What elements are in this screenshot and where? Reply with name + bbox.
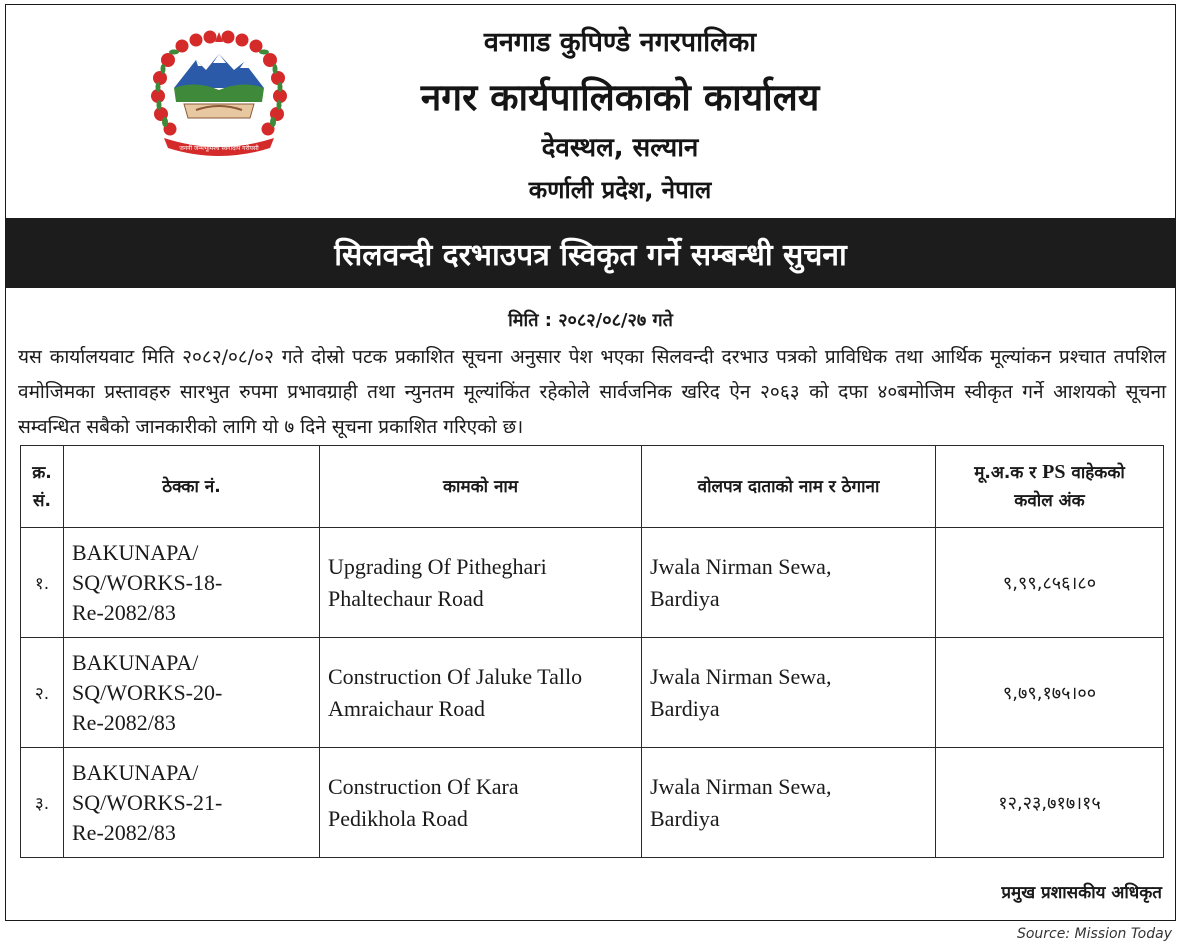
office-name: नगर कार्यपालिकाको कार्यालय xyxy=(420,76,820,119)
row-serial: ३. xyxy=(21,748,64,858)
header-amount: मू.अ.क र PS वाहेकको कवोल अंक xyxy=(936,446,1164,528)
row-work-name: Construction Of Jaluke Tallo Amraichaur Road xyxy=(320,638,642,748)
row-contract-no: BAKUNAPA/ SQ/WORKS-21- Re-2082/83 xyxy=(64,748,320,858)
row-serial: १. xyxy=(21,528,64,638)
source-credit: Source: Mission Today xyxy=(1016,926,1172,942)
row-serial: २. xyxy=(21,638,64,748)
row-bidder: Jwala Nirman Sewa, Bardiya xyxy=(642,638,936,748)
notice-title-banner xyxy=(6,218,1175,288)
header-serial: क्र. सं. xyxy=(21,446,64,528)
emblem-motto: जननी जन्मभूमिश्च स्वर्गादपि गरीयसी xyxy=(179,145,259,152)
header-bidder: वोलपत्र दाताको नाम र ठेगाना xyxy=(642,446,936,528)
header-work-name: कामको नाम xyxy=(320,446,642,528)
office-location: देवस्थल, सल्यान xyxy=(541,133,699,163)
province-name: कर्णाली प्रदेश, नेपाल xyxy=(528,176,712,204)
municipality-name: वनगाड कुपिण्डे नगरपालिका xyxy=(483,27,757,58)
table-row xyxy=(21,528,1164,638)
row-work-name: Upgrading Of Pitheghari Phaltechaur Road xyxy=(320,528,642,638)
notice-date: मिति : २०८२/०८/२७ गते xyxy=(508,310,673,331)
signatory-title: प्रमुख प्रशासकीय अधिकृत xyxy=(1001,883,1162,903)
row-amount: ९,७९,१७५।०० xyxy=(936,638,1164,748)
row-contract-no: BAKUNAPA/ SQ/WORKS-18- Re-2082/83 xyxy=(64,528,320,638)
row-bidder: Jwala Nirman Sewa, Bardiya xyxy=(642,748,936,858)
header-contract-no: ठेक्का नं. xyxy=(64,446,320,528)
row-amount: १२,२३,७१७।१५ xyxy=(936,748,1164,858)
table-row xyxy=(21,748,1164,858)
row-work-name: Construction Of Kara Pedikhola Road xyxy=(320,748,642,858)
row-contract-no: BAKUNAPA/ SQ/WORKS-20- Re-2082/83 xyxy=(64,638,320,748)
table-header-row xyxy=(21,446,1164,528)
row-bidder: Jwala Nirman Sewa, Bardiya xyxy=(642,528,936,638)
table-row xyxy=(21,638,1164,748)
row-amount: ९,९९,८५६।८० xyxy=(936,528,1164,638)
notice-title: सिलवन्दी दरभाउपत्र स्विकृत गर्ने सम्बन्धी सुचना xyxy=(334,237,847,273)
notice-body: यस कार्यालयवाट मिति २०८२/०८/०२ गते दोस्रो पटक प्रकाशित सूचना अनुसार पेश भएका सिलवन्दी दरभाउ पत्रको प्राविधिक तथा आर्थिक मूल्यांकन प्रश्चात तपशिल वमोजिमका प्रस्तावहरु सारभुत रुपमा प्रभावग्राही तथा न्युनतम मूल्यांकिंत रहेकोले सार्वजनिक खरिद ऐन २०६३ को दफा ४०बमोजिम स्वीकृत गर्ने आशयको सूचना सम्वन्धित सबैको जानकारीको लागि यो ७ दिने सूचना प्रकाशित गरिएको छ। xyxy=(18,346,1166,438)
bid-table xyxy=(20,445,1164,858)
